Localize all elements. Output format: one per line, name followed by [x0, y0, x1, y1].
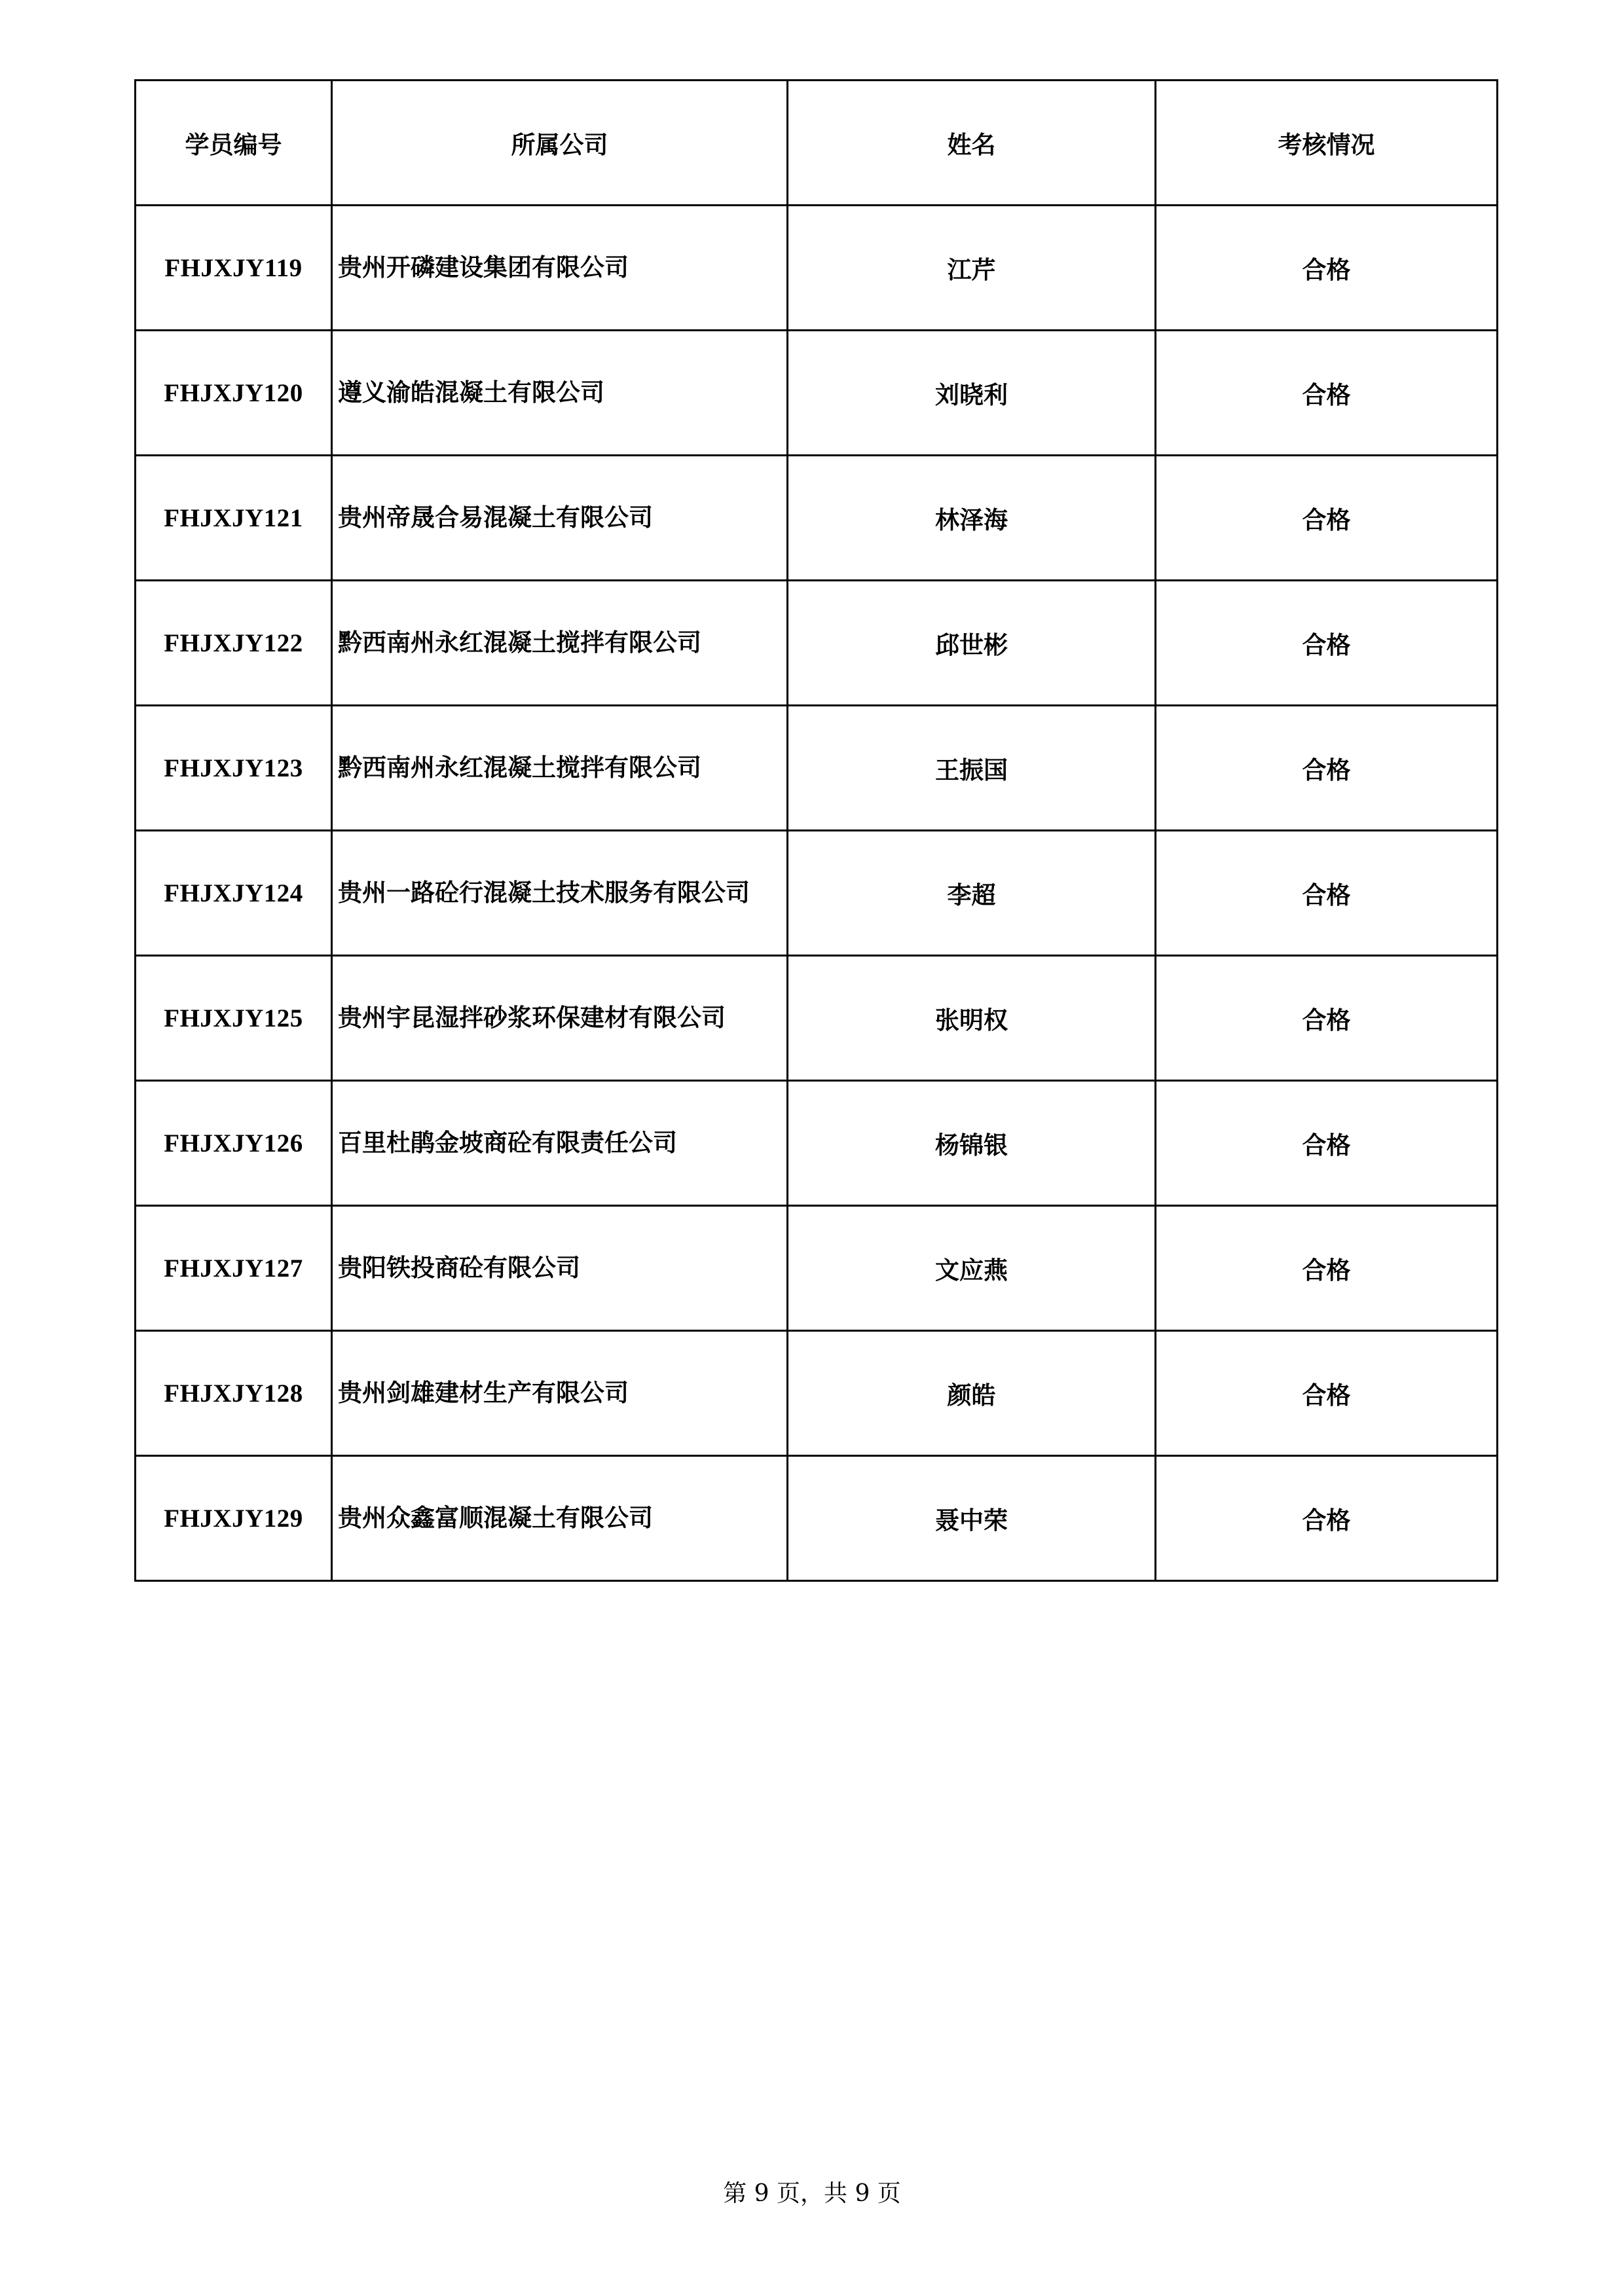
name-cell: 李超: [788, 831, 1156, 956]
table-row: [136, 956, 1498, 1081]
name-cell: 林泽海: [788, 456, 1156, 581]
trainee-id-cell: FHJXJY122: [136, 581, 332, 706]
company-cell: 贵阳铁投商砼有限公司: [332, 1206, 788, 1331]
table-row: [136, 706, 1498, 831]
trainee-id-cell: FHJXJY126: [136, 1081, 332, 1206]
trainee-assessment-table: [134, 79, 1498, 1582]
name-cell: 聂中荣: [788, 1456, 1156, 1581]
name-cell: 杨锦银: [788, 1081, 1156, 1206]
trainee-id-cell: FHJXJY121: [136, 456, 332, 581]
trainee-id-cell: FHJXJY124: [136, 831, 332, 956]
name-cell: 江芹: [788, 206, 1156, 331]
table-header-row: [136, 81, 1498, 206]
company-cell: 遵义渝皓混凝土有限公司: [332, 331, 788, 456]
name-cell: 邱世彬: [788, 581, 1156, 706]
header-assessment-result: 考核情况: [1156, 81, 1498, 206]
company-cell: 贵州开磷建设集团有限公司: [332, 206, 788, 331]
name-cell: 王振国: [788, 706, 1156, 831]
result-cell: 合格: [1156, 1081, 1498, 1206]
result-cell: 合格: [1156, 331, 1498, 456]
trainee-id-cell: FHJXJY119: [136, 206, 332, 331]
company-cell: 百里杜鹃金坡商砼有限责任公司: [332, 1081, 788, 1206]
name-cell: 文应燕: [788, 1206, 1156, 1331]
table-row: [136, 831, 1498, 956]
header-trainee-id: 学员编号: [136, 81, 332, 206]
company-cell: 黔西南州永红混凝土搅拌有限公司: [332, 581, 788, 706]
name-cell: 颜皓: [788, 1331, 1156, 1456]
result-cell: 合格: [1156, 706, 1498, 831]
table-row: [136, 1081, 1498, 1206]
result-cell: 合格: [1156, 831, 1498, 956]
page-number-footer: 第 9 页，共 9 页: [723, 2180, 901, 2207]
header-company: 所属公司: [332, 81, 788, 206]
table-row: [136, 1206, 1498, 1331]
table-row: [136, 1331, 1498, 1456]
result-cell: 合格: [1156, 206, 1498, 331]
trainee-id-cell: FHJXJY129: [136, 1456, 332, 1581]
table-row: [136, 331, 1498, 456]
header-name: 姓名: [788, 81, 1156, 206]
trainee-id-cell: FHJXJY125: [136, 956, 332, 1081]
result-cell: 合格: [1156, 1456, 1498, 1581]
company-cell: 贵州剑雄建材生产有限公司: [332, 1331, 788, 1456]
trainee-id-cell: FHJXJY120: [136, 331, 332, 456]
result-cell: 合格: [1156, 581, 1498, 706]
name-cell: 张明权: [788, 956, 1156, 1081]
table-row: [136, 1456, 1498, 1581]
table-row: [136, 456, 1498, 581]
trainee-id-cell: FHJXJY127: [136, 1206, 332, 1331]
table-row: [136, 581, 1498, 706]
company-cell: 贵州帝晟合易混凝土有限公司: [332, 456, 788, 581]
result-cell: 合格: [1156, 956, 1498, 1081]
name-cell: 刘晓利: [788, 331, 1156, 456]
company-cell: 贵州宇昆湿拌砂浆环保建材有限公司: [332, 956, 788, 1081]
company-cell: 黔西南州永红混凝土搅拌有限公司: [332, 706, 788, 831]
result-cell: 合格: [1156, 1331, 1498, 1456]
company-cell: 贵州众鑫富顺混凝土有限公司: [332, 1456, 788, 1581]
company-cell: 贵州一路砼行混凝土技术服务有限公司: [332, 831, 788, 956]
table-row: [136, 206, 1498, 331]
trainee-id-cell: FHJXJY123: [136, 706, 332, 831]
result-cell: 合格: [1156, 1206, 1498, 1331]
result-cell: 合格: [1156, 456, 1498, 581]
trainee-id-cell: FHJXJY128: [136, 1331, 332, 1456]
